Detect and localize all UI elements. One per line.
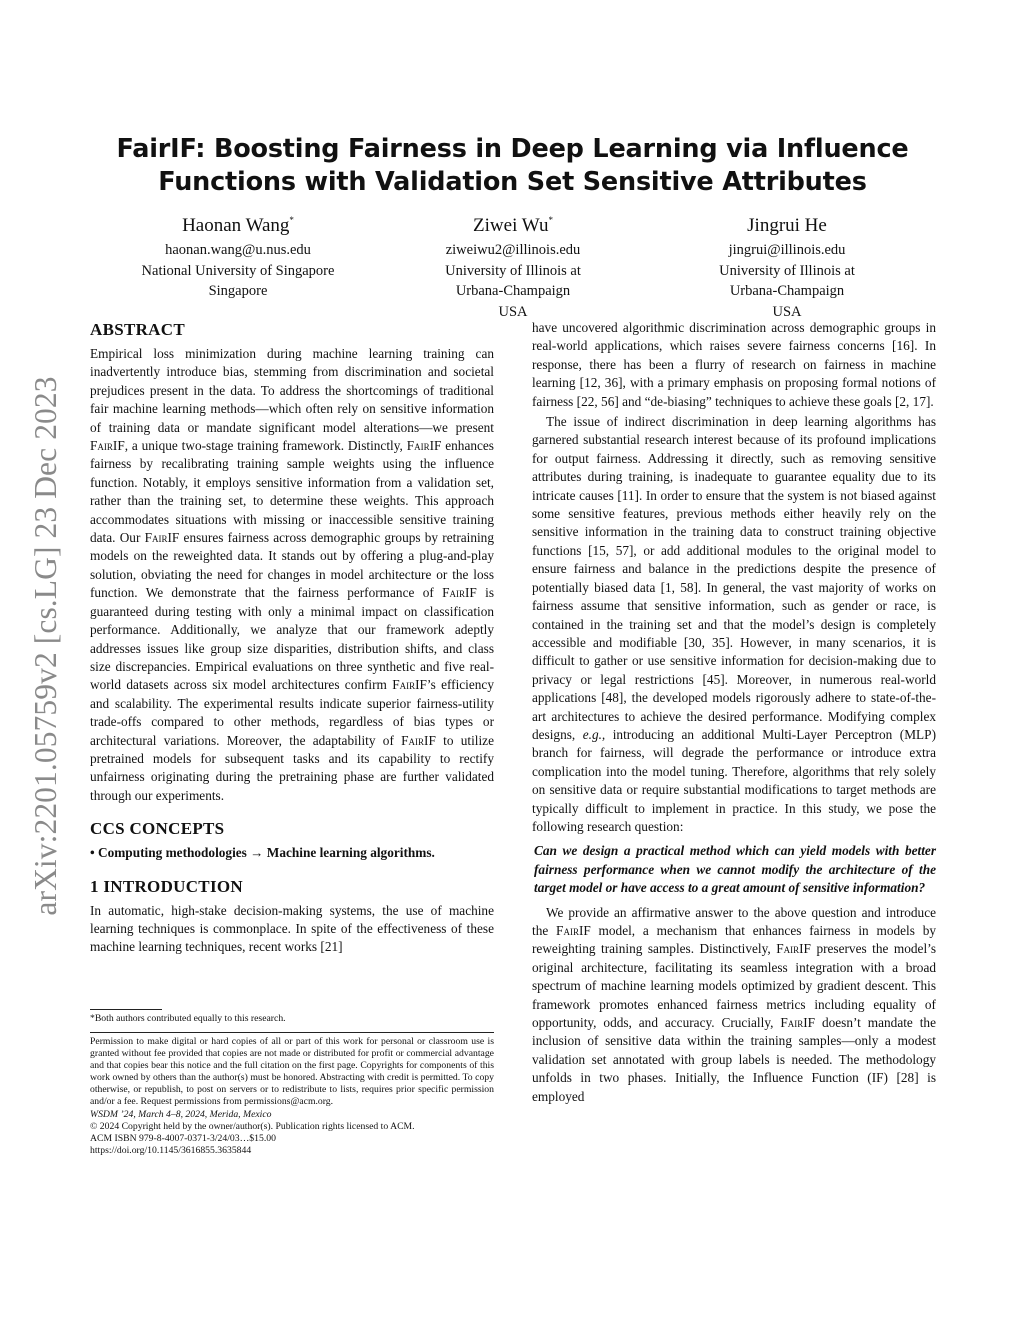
author-name: Haonan Wang* (182, 215, 294, 236)
author-block-1 (108, 208, 368, 302)
author-block-2 (383, 208, 643, 322)
author-affiliation: University of Illinois at (719, 262, 855, 279)
author-affiliation-2: Urbana-Champaign (455, 283, 571, 299)
right-column (532, 319, 936, 1106)
author-country: USA (498, 303, 528, 320)
permission-text: Permission to make digital or hard copies of all or part of this work for personal or classroom use is granted without fee provided that copies are not made or distributed for profit or commercial advantage and that copies bear this notice and the full citation on the first page. Copyrights for components of this work owned by others than the author(s) must be honored. Abstracting with credit is permitted. To copy otherwise, or republish, to post on servers or to redistribute to lists, requires prior specific permission and/or a fee. Request permissions from permissions@acm.org. (90, 1036, 494, 1108)
intro-heading: 1 INTRODUCTION (90, 876, 243, 896)
arxiv-id: arXiv:2201.05759v2 [cs.LG] 23 Dec 2023 (28, 376, 63, 916)
doi-link[interactable]: https://doi.org/10.1145/3616855.3635844 (90, 1144, 252, 1156)
copyright: © 2024 Copyright held by the owner/author(s). Publication rights licensed to ACM. (90, 1120, 415, 1132)
arxiv-stamp (30, 350, 62, 942)
author-name: Jingrui He (747, 215, 827, 236)
research-question: Can we design a practical method which can yield models with better fairness performance when we cannot modify the architecture of the target model or have access to a great amount of sensitive information? (534, 843, 936, 896)
intro-paragraph-2: have uncovered algorithmic discrimination across demographic groups in real-world applications, which raises severe fairness concerns [16]. In response, there has been a flurry of research on fairness in machine learning [12, 36], with a primary emphasis on proposing formal notions of fairness [22, 56] and “de-biasing” techniques to achieve these goals [2, 17]. (532, 320, 936, 409)
ccs-concepts: • Computing methodologies → Machine learning algorithms. (90, 845, 435, 861)
author-email: haonan.wang@u.nus.edu (165, 242, 311, 258)
permission-block (90, 1036, 494, 1157)
author-country: Singapore (208, 283, 268, 299)
author-email: ziweiwu2@illinois.edu (445, 242, 581, 258)
intro-paragraph-4: We provide an affirmative answer to the above question and introduce the FairIF model, a mechanism that enhances fairness in models by reweighting training samples. Distinctively, FairIF preserves the model’s original architecture, facilitating its seamless integration with a broad spectrum of machine learning models optimized by gradient descent. This framework promotes enhanced fairness metrics including equality of opportunity, odds, and accuracy. Crucially, FairIF doesn’t mandate the inclusion of sensitive data within the training samples—only a modest validation set annotated with group labels is needed. The methodology unfolds in two phases. Initially, the Influence Function (IF) [28] is employed (532, 904, 937, 1104)
permission-divider (90, 1032, 494, 1033)
author-name: Ziwei Wu* (473, 215, 553, 236)
footnote: *Both authors contributed equally to this research. (90, 1013, 286, 1024)
isbn: ACM ISBN 979-8-4007-0371-3/24/03…$15.00 (90, 1132, 276, 1144)
intro-paragraph-1: In automatic, high-stake decision-making systems, the use of machine learning techniques is commonplace. In spite of the effectiveness of these machine learning techniques, recent works [21] (90, 902, 494, 955)
paper-title (90, 133, 935, 199)
author-affiliation: National University of Singapore (141, 262, 335, 279)
title-line-1: FairIF: Boosting Fairness in Deep Learning via Influence (116, 134, 909, 164)
abstract-heading: ABSTRACT (90, 320, 185, 339)
author-country: USA (772, 303, 802, 320)
author-affiliation: University of Illinois at (445, 262, 581, 279)
abstract-text: Empirical loss minimization during machine learning training can inadvertently introduce bias, stemming from discrimination and societal prejudices present in the data. To address the shortcomings of traditional fair machine learning methods—which often rely on sensitive information of training data or mandate significant model alterations—we present FairIF, a unique two-stage training framework. Distinctly, FairIF enhances fairness by recalibrating training sample weights using the influence function. Notably, it employs sensitive information from a validation set, rather than the training set, to determine these weights. This approach accommodates situations with missing or inaccessible sensitive training data. Our FairIF ensures fairness across demographic groups by retraining models on the reweighted data. It stands out by offering a plug-and-play solution, obviating the need for changes in model architecture or the loss function. We demonstrate that the fairness performance of FairIF is guaranteed during testing with only a minimal impact on classification performance. Additionally, we analyze that our framework adeptly addresses issues like group size disparities, distribution shifts, and class size discrepancies. Empirical evaluations on three synthetic and five real-world datasets across six model architectures confirm FairIF’s efficiency and scalability. The experimental results indicate superior fairness-utility trade-offs compared to other methods, regardless of bias types or architectural variations. Moreover, the adaptability of FairIF to utilize pretrained models for subsequent tasks and its capability to rectify unfairness originating during the pretraining phase are further validated through our experiments. (90, 346, 494, 803)
footnote-divider (90, 1009, 162, 1010)
ccs-heading: CCS CONCEPTS (90, 819, 225, 839)
intro-paragraph-3: The issue of indirect discrimination in deep learning algorithms has garnered substantial research interest because of its profound implications for output fairness. Addressing it directly, such as removing sensitive attributes during training, is inadequate to guarantee equality due to its intricate causes [11]. In order to ensure that the system is not biased against some sensitive features, previous methods either heavily rely on the sensitive information in the training data to construct training objective functions [15, 57], or add additional modules to the original model to ensure fairness and balance in the predictions despite the presence of potentially biased data [1, 58]. In general, the vast majority of works on fairness assume that sensitive information, such as gender or race, is contained in the training set and that the model’s design is completely accessible and modifiable [30, 35]. However, in many scenarios, it is difficult to gather or use sensitive information for decision-making due to privacy or legal restrictions [45]. Moreover, in numerous real-world applications [48], the developed models rigorously adhere to state-of-the-art architectures to achieve the desired performance. Modifying complex designs, e.g., introducing an additional Multi-Layer Perceptron (MLP) branch for fairness, will degrade the performance or introduce extra complication into the model tuning. Therefore, algorithms that rely solely on sensitive data or require substantial modifications to target methods are typically difficult to implement in practice. In this study, we pose the following research question: (532, 414, 936, 834)
author-affiliation-2: Urbana-Champaign (729, 283, 845, 299)
author-block-3 (657, 208, 917, 322)
title-line-2: Functions with Validation Set Sensitive Attributes (158, 167, 867, 197)
left-column (90, 319, 494, 957)
author-email: jingrui@illinois.edu (728, 242, 846, 258)
venue: WSDM ’24, March 4–8, 2024, Merida, Mexico (90, 1108, 272, 1120)
